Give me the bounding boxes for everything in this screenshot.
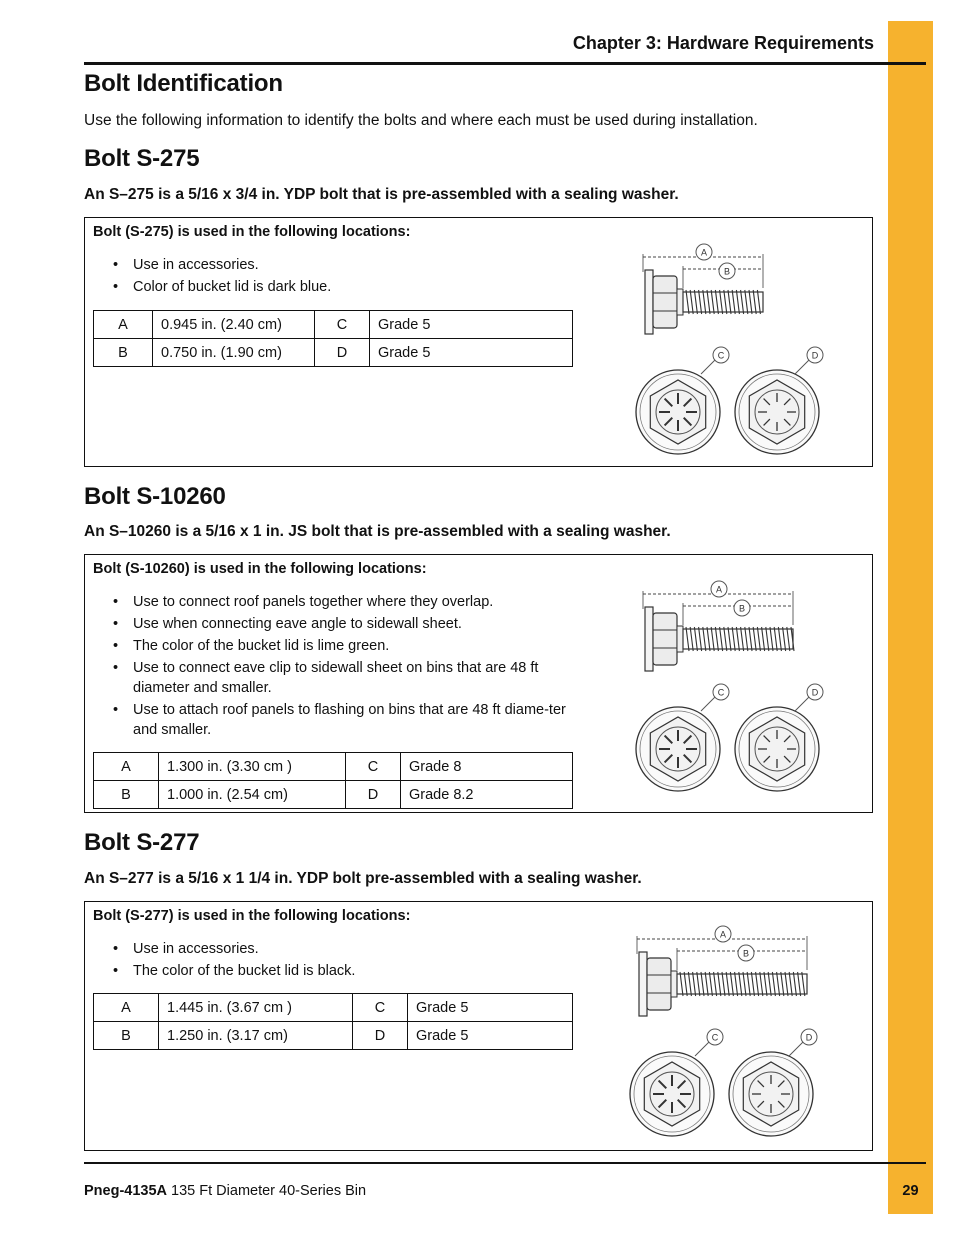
footer [84,1183,366,1199]
bolt-shank [677,972,807,996]
bolt-diagram-s275 [633,240,833,460]
list-item: • Use in accessories. [105,939,575,959]
spec-box-s277 [84,901,873,1151]
table-cell: A [94,753,159,781]
callout-c [713,347,729,363]
page-number: 29 [902,1183,919,1199]
bolt-head-side [653,276,677,328]
callout-a [711,581,727,597]
table-cell: B [94,339,153,367]
table-cell: 1.000 in. (2.54 cm) [159,781,346,809]
bolt-diagram-s10260 [633,577,833,802]
table-cell: D [315,339,370,367]
chapter-title: Chapter 3: Hardware Requirements [572,33,874,53]
table-cell: B [94,781,159,809]
section-heading-s275: Bolt S-275 [84,145,200,172]
header-rule [84,62,926,65]
table-cell: A [94,311,153,339]
svg-text:C: C [717,687,725,698]
section-lead-s275: An S–275 is a 5/16 x 3/4 in. YDP bolt that is pre-assembled with a sealing washer. [84,186,679,203]
callout-b [734,600,750,616]
chapter-tab-bar [888,21,933,1214]
table-row [94,311,573,339]
svg-text:D: D [811,687,819,698]
callout-b [719,263,735,279]
table-cell: Grade 5 [408,994,573,1022]
list-item: • The color of the bucket lid is black. [105,961,575,981]
footer-description: 135 Ft Diameter 40-Series Bin [171,1183,367,1199]
svg-text:D: D [811,350,819,361]
list-item: • Use when connecting eave angle to sidewall sheet. [105,614,575,634]
box-title: Bolt (S-10260) is used in the following locations: [93,561,427,577]
svg-text:B: B [742,948,750,959]
svg-text:A: A [719,929,727,940]
table-row [94,1022,573,1050]
table-cell: 0.750 in. (1.90 cm) [153,339,315,367]
box-title: Bolt (S-275) is used in the following locations: [93,224,411,240]
table-cell: C [315,311,370,339]
table-cell: Grade 5 [370,311,573,339]
box-title: Bolt (S-277) is used in the following locations: [93,908,411,924]
table-row [94,781,573,809]
section-lead-s10260: An S–10260 is a 5/16 x 1 in. JS bolt that is pre-assembled with a sealing washer. [84,523,671,540]
washer-side [639,952,647,1016]
spec-table [93,993,573,1050]
table-cell: 1.250 in. (3.17 cm) [159,1022,353,1050]
svg-text:B: B [723,266,731,277]
svg-text:B: B [738,603,746,614]
svg-text:A: A [715,584,723,595]
table-cell: Grade 8 [401,753,573,781]
table-cell: 0.945 in. (2.40 cm) [153,311,315,339]
table-row [94,753,573,781]
table-cell: D [346,781,401,809]
list-item: • Use to connect eave clip to sidewall sheet on bins that are 48 ft diameter and smaller. [105,658,575,698]
callout-a [696,244,712,260]
footer-doc-id: Pneg-4135A [84,1183,168,1199]
svg-text:A: A [700,247,708,258]
table-cell: C [346,753,401,781]
callout-d [807,347,823,363]
list-item: • Use to attach roof panels to flashing on bins that are 48 ft diame-ter and smaller. [105,700,575,740]
table-cell: Grade 8.2 [401,781,573,809]
hex-head-end-view-d [735,370,819,454]
hex-head-end-view-d [735,707,819,791]
bolt-diagram-s277 [627,922,837,1147]
washer-side [645,607,653,671]
list-item: • Color of bucket lid is dark blue. [105,277,575,297]
table-cell: 1.300 in. (3.30 cm ) [159,753,346,781]
table-cell: Grade 5 [408,1022,573,1050]
page-title: Bolt Identification [84,70,283,97]
list-item: • Use in accessories. [105,255,575,275]
hex-head-end-view-d [729,1052,813,1136]
bolt-head-side [653,613,677,665]
callout-a [715,926,731,942]
hex-head-end-view-c [636,370,720,454]
usage-list [105,592,575,742]
footer-rule [84,1162,926,1164]
bolt-shank [683,290,763,314]
table-row [94,994,573,1022]
svg-text:D: D [805,1032,813,1043]
list-item: • Use to connect roof panels together where they overlap. [105,592,575,612]
section-heading-s10260: Bolt S-10260 [84,483,226,510]
hex-head-end-view-c [636,707,720,791]
bolt-shank [683,627,794,651]
table-cell: C [353,994,408,1022]
section-heading-s277: Bolt S-277 [84,829,200,856]
svg-text:C: C [717,350,725,361]
section-lead-s277: An S–277 is a 5/16 x 1 1/4 in. YDP bolt pre-assembled with a sealing washer. [84,870,642,887]
usage-list [105,255,575,299]
table-cell: A [94,994,159,1022]
callout-d [801,1029,817,1045]
bolt-head-side [647,958,671,1010]
list-item: • The color of the bucket lid is lime green. [105,636,575,656]
spec-box-s10260 [84,554,873,813]
callout-d [807,684,823,700]
svg-text:C: C [711,1032,719,1043]
spec-table [93,310,573,367]
callout-c [713,684,729,700]
table-cell: B [94,1022,159,1050]
washer-side [645,270,653,334]
spec-table [93,752,573,809]
intro-text: Use the following information to identify the bolts and where each must be used during installation. [84,112,758,129]
table-cell: 1.445 in. (3.67 cm ) [159,994,353,1022]
callout-c [707,1029,723,1045]
table-cell: Grade 5 [370,339,573,367]
hex-head-end-view-c [630,1052,714,1136]
usage-list [105,939,575,983]
spec-box-s275 [84,217,873,467]
callout-b [738,945,754,961]
table-row [94,339,573,367]
table-cell: D [353,1022,408,1050]
